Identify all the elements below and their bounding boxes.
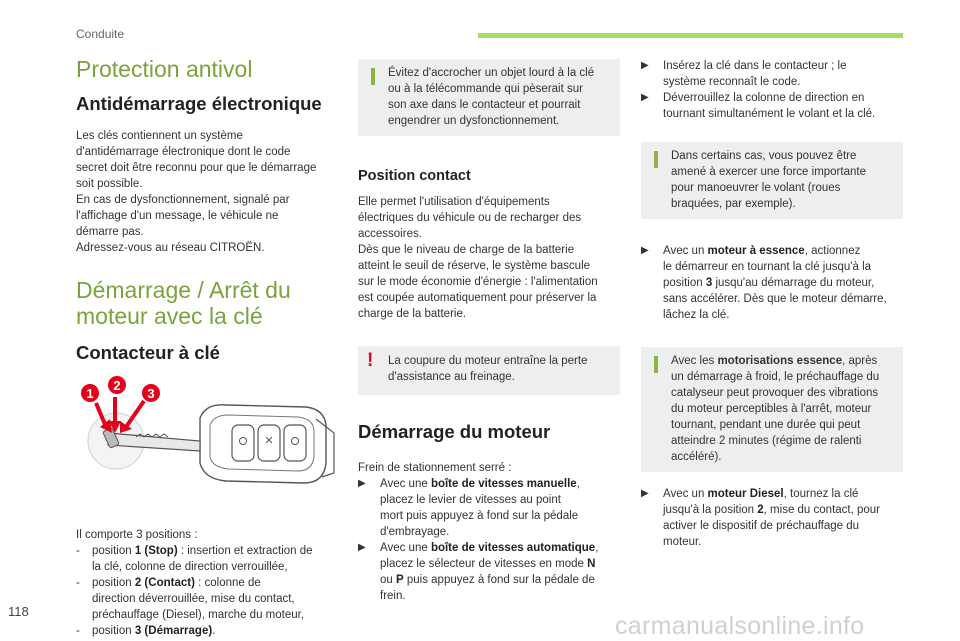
column-right [641,58,903,550]
position-3-ref: 3 [705,277,713,289]
text-line: Frein de stationnement serré : [358,462,512,474]
text-line: sans accélérer. Dès que le moteur démarre, [663,293,887,305]
subtitle-contacteur: Contacteur à clé [76,342,220,363]
petrol-engine-item [641,243,903,323]
warning-note-braking [358,346,620,395]
text-span: jusqu'à la position [663,504,758,516]
dash: - [76,577,80,589]
text-line: direction déverrouillée, mise du contact, [92,593,295,605]
position-2-item [76,575,338,623]
badge-1-label: 1 [86,386,94,401]
badge-2-label: 2 [113,378,121,393]
section-header: Conduite [76,27,125,41]
text-line: braquées, par exemple). [671,198,796,210]
text-line: tournant simultanément le volant et la clé. [663,108,876,120]
position-word: position [92,545,132,557]
bullet-arrow-icon: ▶ [358,542,366,553]
text-line: charge de la batterie. [358,308,467,320]
position-1-label: 1 (Stop) [134,545,178,557]
text-line: Elle permet l'utilisation d'équipements [358,196,550,208]
text-line: pour manoeuvrer le volant (roues [671,182,841,194]
text-line: d'assistance au freinage. [388,371,515,383]
insert-key-item [641,58,903,90]
warning-icon: ! [367,350,374,371]
note-marker-icon [371,68,375,85]
text-line: son axe dans le contacteur et pourrait [388,99,581,111]
text-line: démarre pas. [76,226,144,238]
text-line: l'affichage d'un message, le véhicule ne [76,210,279,222]
key-icon [103,405,334,483]
subtitle-position-contact: Position contact [358,168,471,184]
text-span: , mise du contact, pour [763,504,881,516]
text-span: placez le sélecteur de vitesses en mode [380,558,588,570]
title-demarrage-arret [76,277,338,329]
position-3-item [76,623,338,639]
text-span: , après [842,355,878,367]
text-line: Insérez la clé dans le contacteur ; le [663,60,847,72]
text-span: : insertion et extraction de [177,545,313,557]
text-line: du moteur perceptibles à l'arrêt, moteur [671,403,872,415]
text-span: , [595,542,599,554]
text-span: Avec les [671,355,718,367]
info-note-heavy-object [358,59,620,136]
mode-p-label: P [396,574,404,586]
text-line: système reconnaît le code. [663,76,801,88]
text-line: Adressez-vous au réseau CITROËN. [76,242,265,254]
text-line: activer le dispositif de préchauffage du [663,520,860,532]
text-span: ou [380,574,396,586]
position-2-label: 2 (Contact) [134,577,195,589]
position-1-item [76,543,338,575]
info-note-catalyst [641,347,903,472]
key-steps-text [641,58,903,122]
position-contact-text [358,194,620,322]
text-span: , actionnez [804,245,861,257]
text-line: La coupure du moteur entraîne la perte [388,355,588,367]
dash: - [76,545,80,557]
text-line: mort puis appuyez à fond sur la pédale [380,510,579,522]
position-badges [81,376,160,402]
text-line: la clé, colonne de direction verrouillée, [92,561,288,573]
text-span: jusqu'au démarrage du moteur, [712,277,875,289]
mode-n-label: N [587,558,596,570]
position-word: position [92,625,132,637]
text-span: , [576,478,580,490]
title-protection-antivol: Protection antivol [76,56,253,82]
text-line: accessoires. [358,228,422,240]
note-marker-icon [654,356,658,373]
text-span: : colonne de [194,577,261,589]
text-line: est coupée automatiquement pour préserver la [358,292,597,304]
text-span: . [212,625,216,637]
text-line: frein. [380,590,406,602]
page-number: 118 [8,604,29,619]
petrol-motorisations-label: motorisations essence [717,355,843,367]
watermark: carmanualsonline.info [615,612,865,640]
dash: - [76,625,80,637]
diesel-engine-item [641,486,903,550]
position-word: position [92,577,132,589]
text-span: Avec une [380,542,431,554]
demarrage-text [358,460,620,604]
text-line: secret doit être reconnu pour que le démarrage [76,162,317,174]
subtitle-demarrage-moteur: Démarrage du moteur [358,421,551,442]
bullet-arrow-icon: ▶ [641,60,649,71]
text-line: un démarrage à froid, le préchauffage du [671,371,880,383]
position-2-ref: 2 [757,504,764,516]
column-middle [358,59,620,604]
text-line: d'embrayage. [380,526,450,538]
text-line: le démarreur en tournant la clé jusqu'à la [663,261,872,273]
text-line: moteur. [663,536,702,548]
text-line: amené à exercer une force importante [671,166,866,178]
diesel-engine-label: moteur Diesel [707,488,784,500]
subtitle-antidemarrage: Antidémarrage électronique [76,93,322,114]
auto-gearbox-item [358,540,620,604]
note-marker-icon [654,151,658,168]
petrol-engine-label: moteur à essence [707,245,805,257]
bullet-arrow-icon: ▶ [358,478,366,489]
position-3-label: 3 (Démarrage) [134,625,213,637]
text-line: Déverrouillez la colonne de direction en [663,92,865,104]
text-line: Dans certains cas, vous pouvez être [671,150,857,162]
text-span: Avec un [663,245,708,257]
manual-gearbox-label: boîte de vitesses manuelle [430,478,577,490]
bullet-arrow-icon: ▶ [641,92,649,103]
text-line: atteint le seuil de réserve, le système bascule [358,260,591,272]
text-line: accéléré). [671,451,722,463]
text-line: catalyseur peut provoquer des vibrations [671,387,879,399]
header-accent-bar [478,33,903,38]
unlock-column-item [641,90,903,122]
text-span: Avec un [663,488,708,500]
antidemarrage-text [76,128,338,256]
text-line: tournant, pendant une durée qui peut [671,419,861,431]
text-line: placez le levier de vitesses au point [380,494,561,506]
text-line: ou à la télécommande qui pèserait sur [388,83,583,95]
positions-text [76,527,338,639]
positions-intro: Il comporte 3 positions : [76,529,198,541]
text-line: préchauffage (Diesel), marche du moteur, [92,609,305,621]
bullet-arrow-icon: ▶ [641,245,649,256]
text-line: sur le mode économie d'énergie : l'alimentation [358,276,598,288]
text-line: En cas de dysfonctionnement, signalé par [76,194,290,206]
title-line: moteur avec la clé [76,303,263,329]
info-note-steering-force [641,142,903,219]
bullet-arrow-icon: ▶ [641,488,649,499]
title-line: Démarrage / Arrêt du [76,277,291,303]
text-line: soit possible. [76,178,143,190]
text-span: position [663,277,706,289]
text-line: atteindre 2 minutes (régime de ralenti [671,435,862,447]
badge-3-label: 3 [147,386,155,401]
text-line: électriques du véhicule ou de recharger des [358,212,582,224]
text-span: Avec une [380,478,431,490]
text-span: puis appuyez à fond sur la pédale de [403,574,595,586]
text-line: lâchez la clé. [663,309,730,321]
text-line: Dès que le niveau de charge de la batterie [358,244,575,256]
key-ignition-figure [76,373,338,501]
text-line: d'antidémarrage électronique dont le code [76,146,291,158]
auto-gearbox-label: boîte de vitesses automatique [430,542,596,554]
text-span: , tournez la clé [783,488,859,500]
manual-gearbox-item [358,476,620,540]
column-left [76,54,338,639]
text-line: engendrer un dysfonctionnement. [388,115,560,127]
text-line: Les clés contiennent un système [76,130,243,142]
text-line: Évitez d'accrocher un objet lourd à la clé [388,67,595,79]
